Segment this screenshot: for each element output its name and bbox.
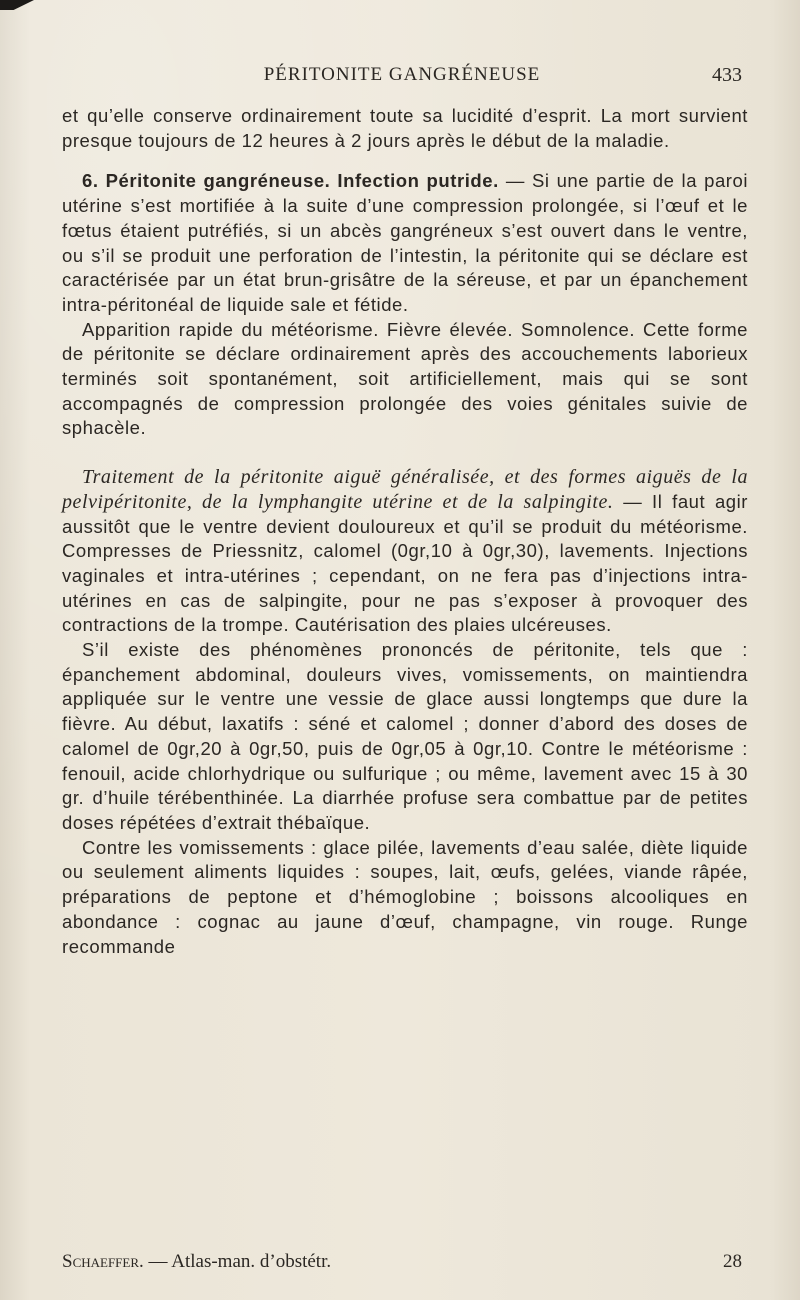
paragraph-phenomenes: S’il existe des phénomènes prononcés de péritonite, tels que : épanchement abdominal, douleurs vives, vomissements, on maintiendra appliquée sur le ventre une vessie de glace aussi longtemps que dure la fièvre. Au début, laxatifs : séné et calomel ; donner d’abord des doses de calomel de 0gr,20 à 0gr,50, puis de 0gr,05 à 0gr,10. Contre le météorisme : fenouil, acide chlorhydrique ou sulfurique ; ou même, lavement avec 15 à 30 gr. d’huile térébenthinée. La diarrhée profuse sera combattue par de petites doses répétées d’extrait thébaïque.	[62, 639, 748, 833]
section-body: — Si une partie de la paroi utérine s’est mortifiée à la suite d’une compression prolongée, si l’œuf et le fœtus étaient putréfiés, si un abcès gangréneux s’est ouvert dans le ventre, ou s’il se produit une perforation de l’intestin, la péritonite qui se déclare est caractérisée par un état brun-grisâtre de la séreuse, et par un épanchement intra-péritonéal de liquide sale et fétide.	[62, 170, 748, 315]
treatment-body: — Il faut agir aussitôt que le ventre devient douloureux et qu’il se produit du météorisme. Compresses de Priessnitz, calomel (0gr,10 à 0gr,30), lavements. Injections vaginales et intra-utérines ; cependant, on ne fera pas d’injections intra-utérines en cas de salpingite, pour ne pas s’exposer à provoquer des contractions de la trompe. Cautérisation des plaies ulcéreuses.	[62, 490, 748, 636]
paragraph-apparition: Apparition rapide du météorisme. Fièvre élevée. Somnolence. Cette forme de péritonite se déclare ordinairement après des accouchements laborieux terminés soit spontanément, soit artificiellement, mais qui se sont accompagnés de compression prolongée des voies génitales suivie de sphacèle.	[62, 318, 748, 439]
section-heading: 6. Péritonite gangréneuse. Infection putride.	[82, 170, 499, 192]
paragraph-continuation: et qu’elle conserve ordinairement toute sa lucidité d’esprit. La mort survient presque toujours de 12 heures à 2 jours après le début de la maladie.	[62, 105, 748, 151]
treatment-heading: Traitement de la péritonite aiguë généralisée, et des formes aiguës de la pelvipéritonite, de la lymphangite utérine et de la salpingite.	[62, 466, 748, 513]
running-title: PÉRITONITE GANGRÉNEUSE	[263, 64, 541, 85]
signature-mark: 28	[723, 1251, 742, 1272]
page-corner-shadow	[0, 0, 34, 10]
footer-citation	[62, 1251, 331, 1273]
page-header	[62, 62, 742, 92]
footer-author: Schaeffer.	[62, 1251, 144, 1272]
paragraph-vomissements: Contre les vomissements : glace pilée, lavements d’eau salée, diète liquide ou seulement aliments liquides : soupes, lait, œufs, gelées, viande râpée, préparations de peptone et d’hémoglobine ; boissons alcooliques en abondance : cognac au jaune d’œuf, champagne, vin rouge. Runge recommande	[62, 836, 748, 957]
paragraph-traitement	[62, 465, 748, 638]
page-number: 433	[712, 64, 742, 86]
body-text	[62, 104, 748, 959]
paragraph-peritonite-gangreneuse	[62, 169, 748, 317]
page-footer	[62, 1251, 742, 1277]
footer-title: — Atlas-man. d’obstétr.	[143, 1251, 332, 1272]
